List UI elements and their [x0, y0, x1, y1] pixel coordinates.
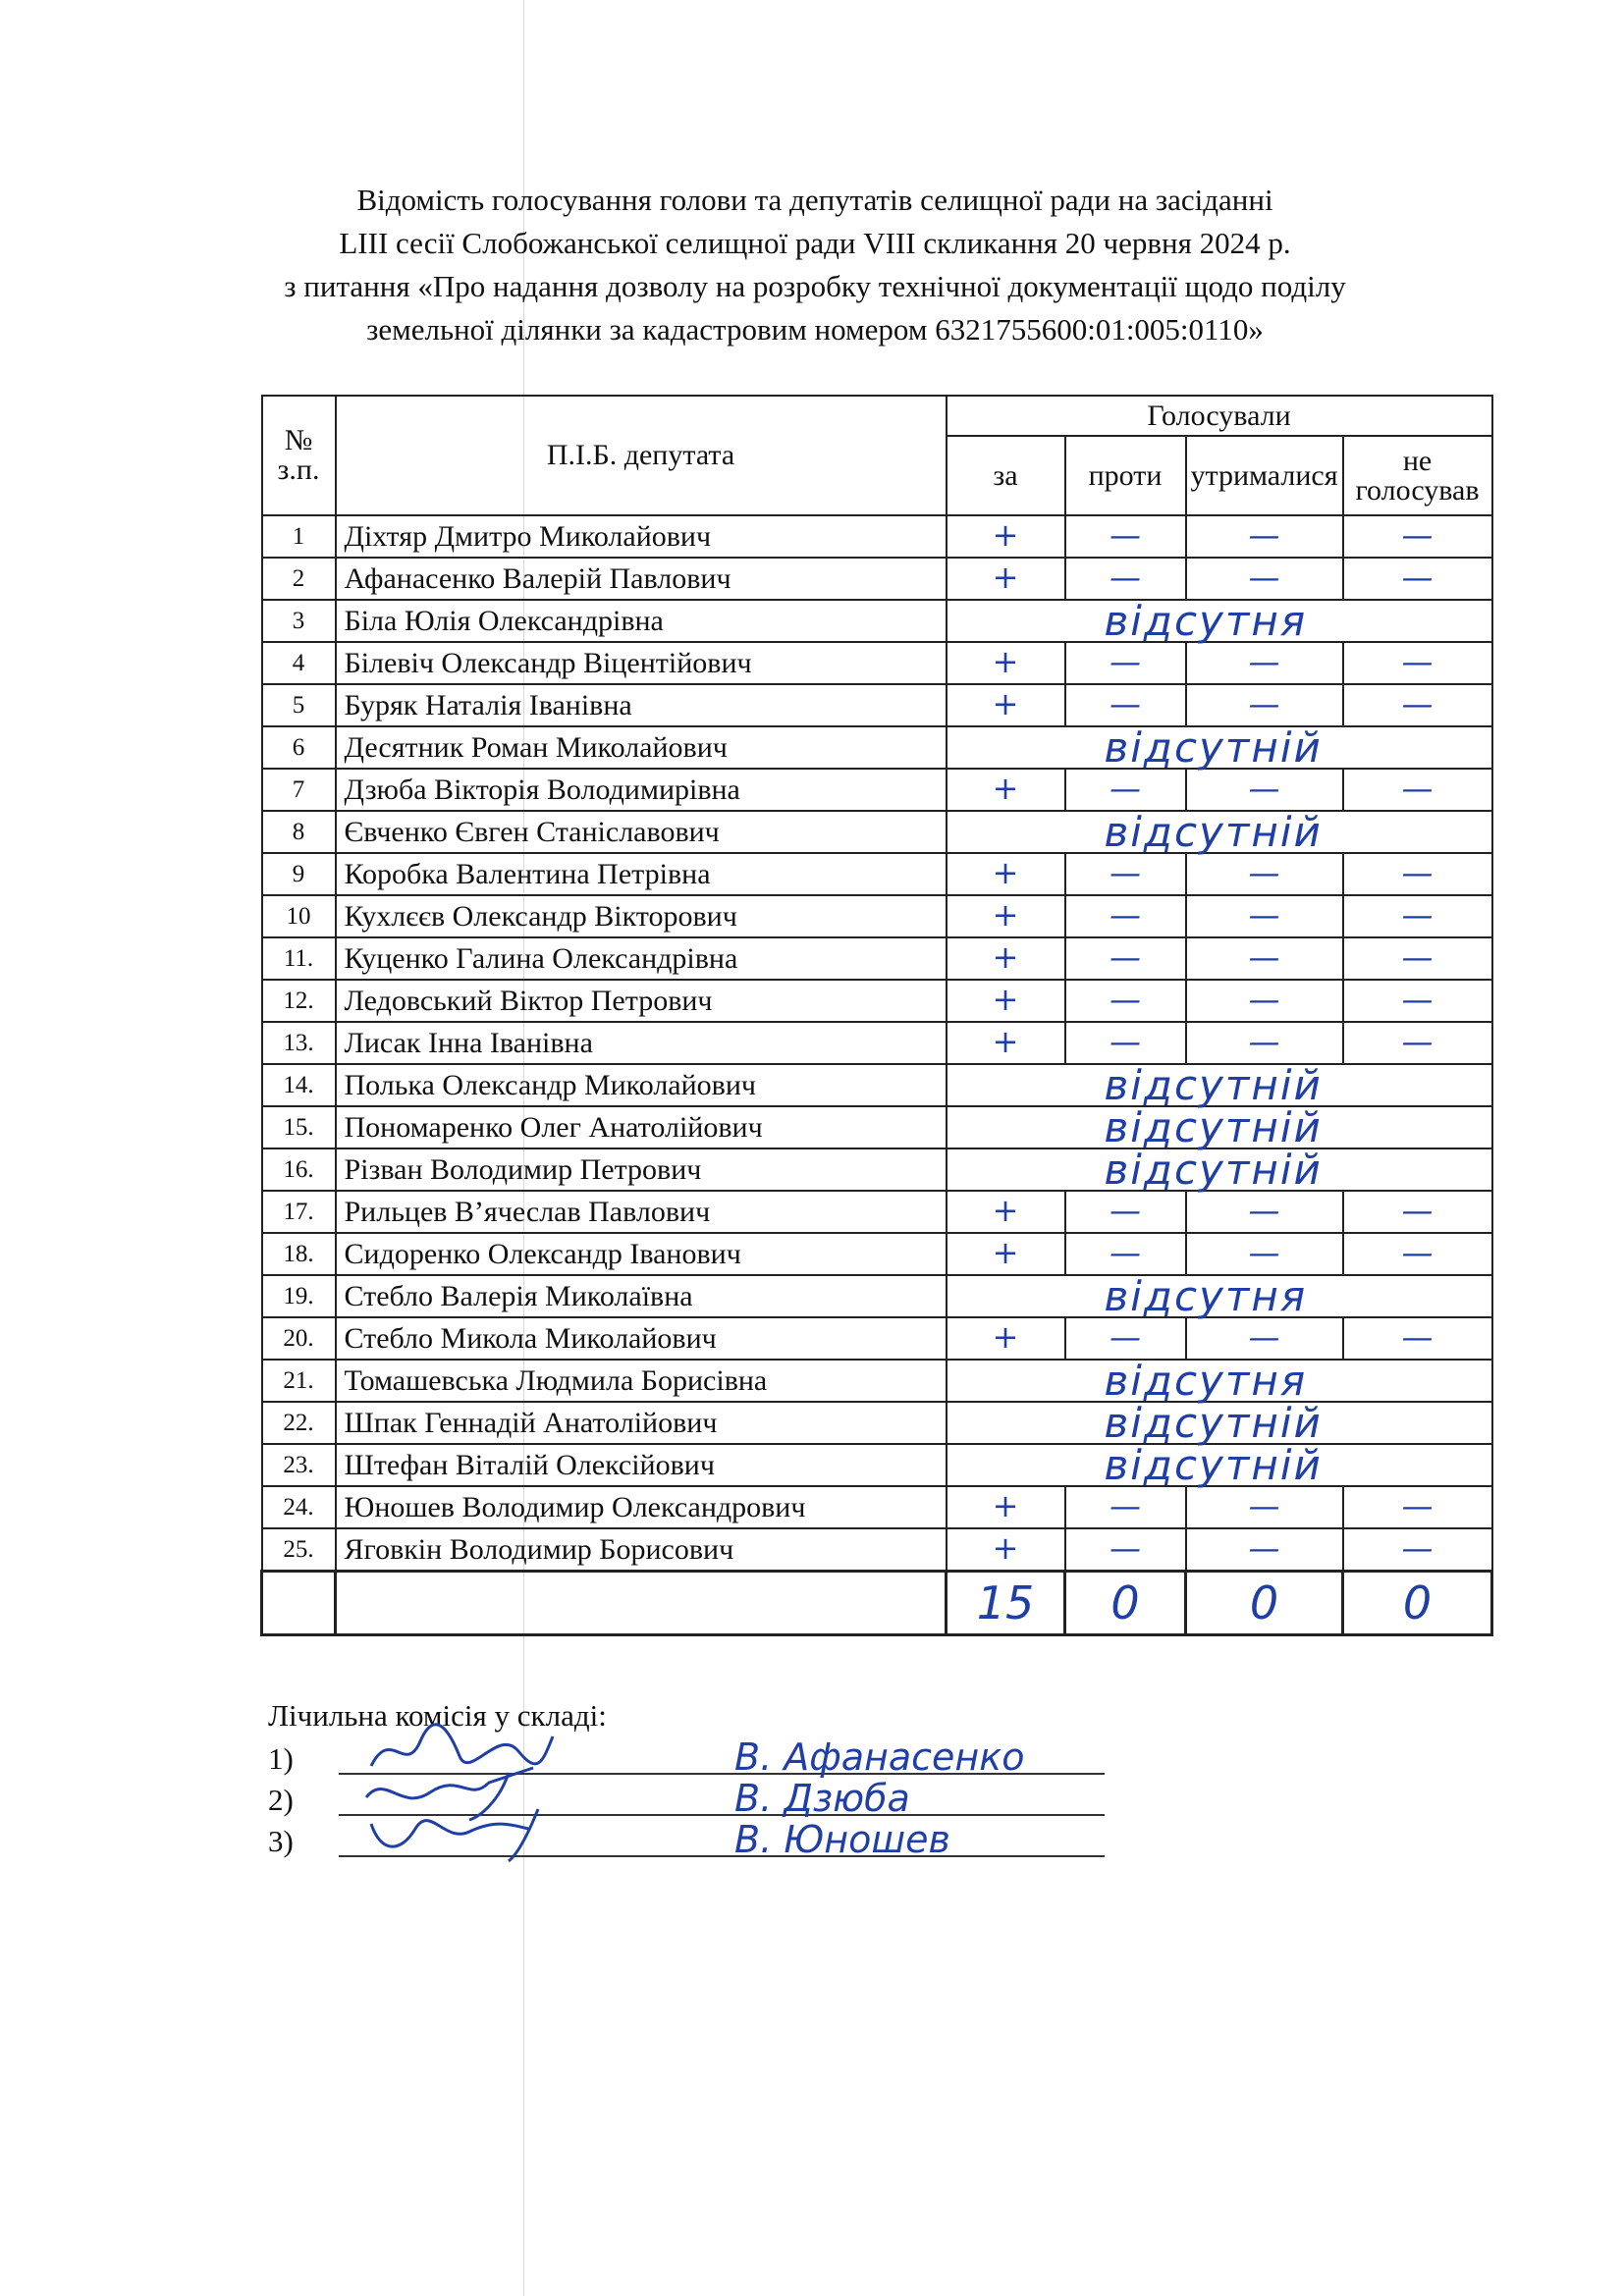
table-row: [262, 937, 1492, 980]
header-name: П.І.Б. депутата: [336, 396, 947, 515]
deputy-name: Рильцев В’ячеслав Павлович: [336, 1191, 947, 1233]
vote-abstained: [1186, 1486, 1343, 1528]
total-abstained-value: 0: [1249, 1576, 1279, 1629]
table-row: [262, 726, 1492, 769]
vote-not-voted: [1343, 1486, 1492, 1528]
vote-against: [1065, 980, 1186, 1022]
table-row: [262, 1275, 1492, 1317]
vote-against: [1065, 1191, 1186, 1233]
vote-for-mark: +: [992, 1529, 1019, 1567]
vote-for-mark: +: [992, 1318, 1019, 1356]
vote-not-voted-mark: —: [1401, 559, 1434, 596]
vote-abstained: [1186, 642, 1343, 684]
member-index: 1): [268, 1741, 294, 1776]
vote-against: [1065, 515, 1186, 558]
vote-not-voted: [1343, 642, 1492, 684]
vote-for: [947, 1233, 1065, 1275]
deputy-name: Пономаренко Олег Анатолійович: [336, 1106, 947, 1148]
table-row: [262, 1148, 1492, 1191]
member-name: В. Афанасенко: [734, 1735, 1025, 1779]
vote-against: [1065, 937, 1186, 980]
vote-abstained-mark: —: [1248, 981, 1280, 1018]
table-row: [262, 1106, 1492, 1148]
table-row: [262, 980, 1492, 1022]
vote-absent-cell: [947, 1272, 1492, 1320]
row-number: 5: [262, 684, 336, 726]
row-number: 23.: [262, 1444, 336, 1486]
member-name: В. Юношев: [734, 1818, 950, 1861]
deputy-name: Юношев Володимир Олександрович: [336, 1486, 947, 1528]
vote-for: [947, 642, 1065, 684]
vote-against: [1065, 1022, 1186, 1064]
vote-for: [947, 684, 1065, 726]
vote-abstained-mark: —: [1248, 685, 1280, 722]
vote-for: [947, 1317, 1065, 1360]
deputy-name: Стебло Валерія Миколаївна: [336, 1275, 947, 1317]
vote-abstained: [1186, 1191, 1343, 1233]
header-voted: Голосували: [947, 396, 1492, 436]
total-against-value: 0: [1110, 1576, 1140, 1629]
vote-abstained: [1186, 1022, 1343, 1064]
vote-for: [947, 558, 1065, 600]
table-row: [262, 1064, 1492, 1106]
deputy-name: Буряк Наталія Іванівна: [336, 684, 947, 726]
vote-for-mark: +: [992, 685, 1019, 722]
vote-for: [947, 1191, 1065, 1233]
vote-not-voted-mark: —: [1401, 896, 1434, 934]
deputy-name: Томашевська Людмила Борисівна: [336, 1360, 947, 1402]
deputy-name: Білевіч Олександр Віцентійович: [336, 642, 947, 684]
absent-note: відсутній: [1104, 1146, 1323, 1194]
vote-for: [947, 937, 1065, 980]
vote-abstained-mark: —: [1248, 896, 1280, 934]
vote-for: [947, 1528, 1065, 1572]
vote-for: [947, 515, 1065, 558]
heading-line-4: земельної ділянки за кадастровим номером 6321755600:01:005:0110»: [366, 312, 1264, 347]
deputy-name: Шпак Геннадій Анатолійович: [336, 1402, 947, 1444]
vote-abstained: [1186, 684, 1343, 726]
table-row: [262, 769, 1492, 811]
table-row: [262, 1360, 1492, 1402]
vote-abstained: [1186, 1317, 1343, 1360]
vote-against: [1065, 1233, 1186, 1275]
vote-abstained-mark: —: [1248, 1023, 1280, 1060]
commission-title: Лічильна комісія у складі:: [268, 1698, 607, 1733]
absent-note: відсутній: [1104, 1061, 1323, 1109]
row-number: 19.: [262, 1275, 336, 1317]
vote-not-voted-mark: —: [1401, 1529, 1434, 1567]
vote-abstained-mark: —: [1248, 1192, 1280, 1229]
totals-empty-name: [336, 1572, 947, 1635]
vote-not-voted: [1343, 515, 1492, 558]
row-number: 14.: [262, 1064, 336, 1106]
absent-note: відсутня: [1104, 1357, 1308, 1405]
vote-against-mark: —: [1110, 643, 1141, 680]
table-row: [262, 515, 1492, 558]
vote-against-mark: —: [1110, 896, 1141, 934]
vote-not-voted-mark: —: [1401, 1234, 1434, 1271]
vote-not-voted-mark: —: [1401, 938, 1434, 976]
vote-abstained-mark: —: [1248, 854, 1280, 891]
deputy-name: Кухлєєв Олександр Вікторович: [336, 895, 947, 937]
table-row: [262, 1191, 1492, 1233]
vote-for: [947, 895, 1065, 937]
voting-table: [260, 395, 1493, 1636]
deputy-name: Різван Володимир Петрович: [336, 1148, 947, 1191]
signature-scribble: [361, 1804, 558, 1863]
vote-abstained: [1186, 895, 1343, 937]
row-number: 25.: [262, 1528, 336, 1572]
table-row: [262, 600, 1492, 642]
vote-against-mark: —: [1110, 516, 1141, 554]
deputy-name: Ледовський Віктор Петрович: [336, 980, 947, 1022]
vote-absent-cell: [947, 1146, 1492, 1194]
vote-not-voted-mark: —: [1401, 1192, 1434, 1229]
vote-for-mark: +: [992, 896, 1019, 934]
vote-against-mark: —: [1110, 1529, 1141, 1567]
vote-not-voted-mark: —: [1401, 1318, 1434, 1356]
vote-abstained: [1186, 853, 1343, 895]
deputy-name: Євченко Євген Станіславович: [336, 811, 947, 853]
vote-not-voted: [1343, 1317, 1492, 1360]
deputy-name: Лисак Інна Іванівна: [336, 1022, 947, 1064]
vote-for-mark: +: [992, 854, 1019, 891]
row-number: 8: [262, 811, 336, 853]
deputy-name: Десятник Роман Миколайович: [336, 726, 947, 769]
vote-not-voted: [1343, 895, 1492, 937]
vote-absent-cell: [947, 1441, 1492, 1489]
table-row: [262, 642, 1492, 684]
total-abstained: [1186, 1572, 1343, 1635]
vote-for-mark: +: [992, 559, 1019, 596]
vote-not-voted-mark: —: [1401, 854, 1434, 891]
absent-note: відсутній: [1104, 1399, 1323, 1447]
header-against: проти: [1065, 436, 1186, 515]
table-row: [262, 1022, 1492, 1064]
vote-for-mark: +: [992, 643, 1019, 680]
vote-against: [1065, 1486, 1186, 1528]
row-number: 3: [262, 600, 336, 642]
total-against: [1065, 1572, 1186, 1635]
vote-not-voted: [1343, 980, 1492, 1022]
vote-not-voted: [1343, 558, 1492, 600]
table-row: [262, 1528, 1492, 1572]
vote-not-voted: [1343, 1528, 1492, 1572]
vote-against-mark: —: [1110, 685, 1141, 722]
vote-abstained-mark: —: [1248, 770, 1280, 807]
vote-for: [947, 853, 1065, 895]
heading-line-3: з питання «Про надання дозволу на розробку технічної документації щодо поділу: [284, 269, 1346, 303]
vote-abstained-mark: —: [1248, 643, 1280, 680]
vote-against-mark: —: [1110, 559, 1141, 596]
deputy-name: Стебло Микола Миколайович: [336, 1317, 947, 1360]
row-number: 20.: [262, 1317, 336, 1360]
header-abstained: утрималися: [1186, 436, 1343, 515]
vote-not-voted: [1343, 684, 1492, 726]
row-number: 12.: [262, 980, 336, 1022]
row-number: 1: [262, 515, 336, 558]
vote-not-voted: [1343, 1191, 1492, 1233]
deputy-name: Дзюба Вікторія Володимирівна: [336, 769, 947, 811]
vote-for-mark: +: [992, 1234, 1019, 1271]
heading-line-2: LIII сесії Слобожанської селищної ради VIII скликання 20 червня 2024 р.: [339, 226, 1291, 260]
total-not-voted: [1343, 1572, 1492, 1635]
vote-for: [947, 1486, 1065, 1528]
table-row: [262, 1233, 1492, 1275]
row-number: 22.: [262, 1402, 336, 1444]
absent-note: відсутній: [1104, 808, 1323, 856]
absent-note: відсутній: [1104, 1103, 1323, 1151]
table-row: [262, 1486, 1492, 1528]
deputy-name: Сидоренко Олександр Іванович: [336, 1233, 947, 1275]
vote-abstained: [1186, 980, 1343, 1022]
totals-empty-num: [262, 1572, 336, 1635]
vote-not-voted-mark: —: [1401, 643, 1434, 680]
deputy-name: Полька Олександр Миколайович: [336, 1064, 947, 1106]
vote-abstained-mark: —: [1248, 938, 1280, 976]
vote-absent-cell: [947, 1061, 1492, 1109]
deputy-name: Афанасенко Валерій Павлович: [336, 558, 947, 600]
table-row: [262, 895, 1492, 937]
row-number: 15.: [262, 1106, 336, 1148]
vote-not-voted-mark: —: [1401, 516, 1434, 554]
table-row: [262, 558, 1492, 600]
header-not-voted: не голосував: [1343, 436, 1492, 515]
deputy-name: Коробка Валентина Петрівна: [336, 853, 947, 895]
vote-not-voted: [1343, 1022, 1492, 1064]
vote-absent-cell: [947, 723, 1492, 772]
vote-abstained-mark: —: [1248, 516, 1280, 554]
vote-abstained-mark: —: [1248, 559, 1280, 596]
totals-row: [262, 1572, 1492, 1635]
vote-against-mark: —: [1110, 938, 1141, 976]
vote-not-voted-mark: —: [1401, 685, 1434, 722]
vote-not-voted: [1343, 1233, 1492, 1275]
deputy-name: Яговкін Володимир Борисович: [336, 1528, 947, 1572]
deputy-name: Біла Юлія Олександрівна: [336, 600, 947, 642]
row-number: 11.: [262, 937, 336, 980]
vote-abstained-mark: —: [1248, 1318, 1280, 1356]
row-number: 6: [262, 726, 336, 769]
vote-for-mark: +: [992, 1023, 1019, 1060]
vote-against-mark: —: [1110, 770, 1141, 807]
vote-abstained-mark: —: [1248, 1529, 1280, 1567]
table-header-row: [262, 396, 1492, 436]
vote-against: [1065, 895, 1186, 937]
total-not-voted-value: 0: [1402, 1576, 1433, 1629]
vote-against: [1065, 853, 1186, 895]
row-number: 24.: [262, 1486, 336, 1528]
heading-line-1: Відомість голосування голови та депутатів селищної ради на засіданні: [356, 183, 1273, 217]
vote-absent-cell: [947, 808, 1492, 856]
member-index: 2): [268, 1783, 294, 1817]
vote-against-mark: —: [1110, 1487, 1141, 1524]
vote-for-mark: +: [992, 981, 1019, 1018]
vote-not-voted-mark: —: [1401, 1487, 1434, 1524]
vote-against: [1065, 769, 1186, 811]
row-number: 21.: [262, 1360, 336, 1402]
member-index: 3): [268, 1824, 294, 1858]
absent-note: відсутня: [1104, 1272, 1308, 1320]
row-number: 7: [262, 769, 336, 811]
vote-absent-cell: [947, 1357, 1492, 1405]
table-row: [262, 811, 1492, 853]
vote-abstained: [1186, 1233, 1343, 1275]
total-for-value: 15: [976, 1576, 1035, 1629]
absent-note: відсутній: [1104, 1441, 1323, 1489]
vote-against-mark: —: [1110, 981, 1141, 1018]
vote-against: [1065, 558, 1186, 600]
vote-not-voted-mark: —: [1401, 981, 1434, 1018]
deputy-name: Куценко Галина Олександрівна: [336, 937, 947, 980]
vote-for-mark: +: [992, 770, 1019, 807]
header-num: № з.п.: [262, 396, 336, 515]
vote-for: [947, 980, 1065, 1022]
table-row: [262, 684, 1492, 726]
vote-against: [1065, 1528, 1186, 1572]
vote-against: [1065, 684, 1186, 726]
deputy-name: Штефан Віталій Олексійович: [336, 1444, 947, 1486]
vote-abstained: [1186, 937, 1343, 980]
vote-against: [1065, 1317, 1186, 1360]
table-row: [262, 1444, 1492, 1486]
row-number: 16.: [262, 1148, 336, 1191]
table-row: [262, 853, 1492, 895]
vote-against-mark: —: [1110, 1318, 1141, 1356]
header-for: за: [947, 436, 1065, 515]
row-number: 9: [262, 853, 336, 895]
member-name: В. Дзюба: [734, 1777, 910, 1820]
counting-commission: [268, 1698, 1152, 1865]
vote-for-mark: +: [992, 1487, 1019, 1524]
vote-against-mark: —: [1110, 1023, 1141, 1060]
vote-absent-cell: [947, 1103, 1492, 1151]
vote-abstained-mark: —: [1248, 1234, 1280, 1271]
row-number: 4: [262, 642, 336, 684]
row-number: 17.: [262, 1191, 336, 1233]
vote-abstained: [1186, 1528, 1343, 1572]
vote-abstained: [1186, 558, 1343, 600]
vote-for-mark: +: [992, 938, 1019, 976]
vote-absent-cell: [947, 1399, 1492, 1447]
table-row: [262, 1317, 1492, 1360]
row-number: 13.: [262, 1022, 336, 1064]
document-heading: [177, 179, 1453, 351]
vote-not-voted-mark: —: [1401, 770, 1434, 807]
absent-note: відсутня: [1104, 597, 1308, 645]
vote-not-voted: [1343, 937, 1492, 980]
vote-for: [947, 1022, 1065, 1064]
commission-member-3: [268, 1818, 1152, 1865]
vote-against-mark: —: [1110, 1234, 1141, 1271]
vote-for-mark: +: [992, 516, 1019, 554]
vote-not-voted: [1343, 769, 1492, 811]
total-for: [947, 1572, 1065, 1635]
row-number: 10: [262, 895, 336, 937]
absent-note: відсутній: [1104, 723, 1323, 772]
vote-abstained: [1186, 515, 1343, 558]
vote-abstained: [1186, 769, 1343, 811]
table-row: [262, 1402, 1492, 1444]
deputy-name: Діхтяр Дмитро Миколайович: [336, 515, 947, 558]
row-number: 2: [262, 558, 336, 600]
vote-abstained-mark: —: [1248, 1487, 1280, 1524]
vote-absent-cell: [947, 597, 1492, 645]
vote-for: [947, 769, 1065, 811]
row-number: 18.: [262, 1233, 336, 1275]
vote-not-voted: [1343, 853, 1492, 895]
vote-against-mark: —: [1110, 854, 1141, 891]
vote-against-mark: —: [1110, 1192, 1141, 1229]
vote-against: [1065, 642, 1186, 684]
vote-not-voted-mark: —: [1401, 1023, 1434, 1060]
vote-for-mark: +: [992, 1192, 1019, 1229]
